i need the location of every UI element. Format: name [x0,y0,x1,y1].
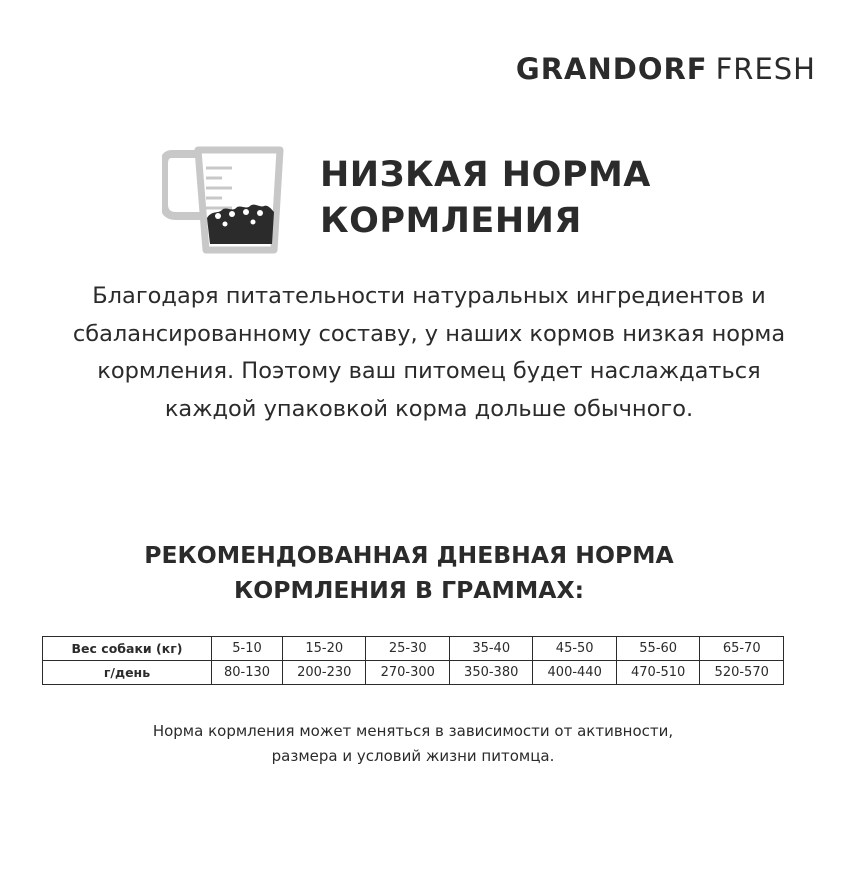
feeding-note-line-1: Норма кормления может меняться в зависимости от активности, [152,722,674,740]
grams-cell: 80-130 [212,661,283,685]
weight-cell: 65-70 [700,637,784,661]
brand-name-light: FRESH [715,52,816,86]
weight-cell: 5-10 [212,637,283,661]
description-line-4: каждой упаковкой корма дольше обычного. [164,395,694,422]
grams-cell: 350-380 [449,661,532,685]
grams-header-cell: г/день [43,661,212,685]
measuring-cup-icon [162,146,284,254]
feeding-table-title [0,538,818,608]
description-line-2: сбалансированному составу, у наших кормов низкая норма [72,320,786,347]
weight-cell: 25-30 [366,637,449,661]
hero-title-line-1: НИЗКАЯ НОРМА [320,155,651,195]
grams-row [43,661,784,685]
feeding-table-title-line-1: РЕКОМЕНДОВАННАЯ ДНЕВНАЯ НОРМА [144,541,674,569]
grams-cell: 400-440 [533,661,616,685]
description-line-3: кормления. Поэтому ваш питомец будет наслаждаться [97,358,761,384]
weight-cell: 55-60 [616,637,699,661]
feeding-note-line-2: размера и условий жизни питомца. [271,747,555,765]
brand-logo [516,52,816,86]
hero-title [320,152,651,244]
description-line-1: Благодаря питательности натуральных ингредиентов и [92,283,766,309]
feeding-table [42,636,784,685]
grams-cell: 200-230 [283,661,366,685]
weight-header-cell: Вес собаки (кг) [43,637,212,661]
brand-name-bold: GRANDORF [515,52,708,86]
weight-cell: 45-50 [533,637,616,661]
feeding-table-title-line-2: КОРМЛЕНИЯ В ГРАММАХ: [234,576,584,604]
grams-cell: 520-570 [700,661,784,685]
grams-cell: 270-300 [366,661,449,685]
hero-title-line-2: КОРМЛЕНИЯ [320,201,582,241]
weight-cell: 35-40 [449,637,532,661]
description-paragraph [20,278,838,428]
grams-cell: 470-510 [616,661,699,685]
weight-cell: 15-20 [283,637,366,661]
feeding-note [0,719,826,769]
weight-row [43,637,784,661]
